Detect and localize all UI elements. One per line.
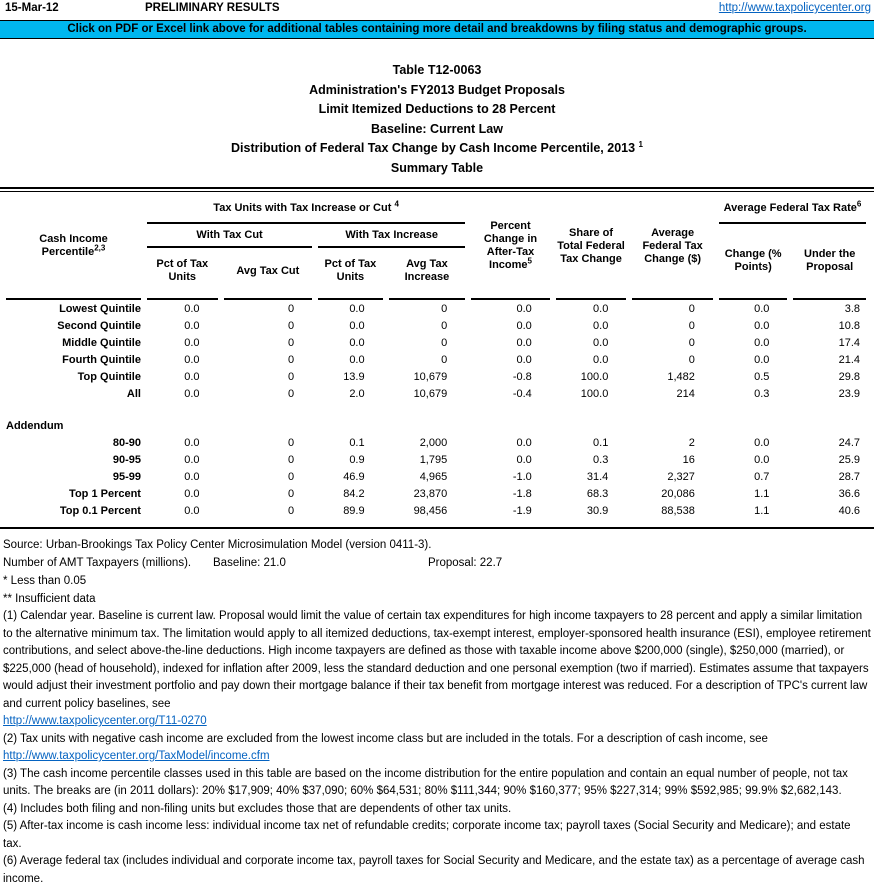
footnote-5: (5) After-tax income is cash income less: individual income tax net of refundable credits; corporate income tax; payroll taxes (Social Security and Medicare); and estate tax. [3,820,851,850]
table-cell: 1,795 [419,453,448,466]
table-cell: 0.0 [593,302,609,315]
addendum-label: Addendum [6,419,64,432]
insufficient-data-note: ** Insufficient data [3,593,96,605]
info-banner: Click on PDF or Excel link above for additional tables containing more detail and breakdowns by filing status and demographic groups. [0,20,874,39]
distribution-table [0,194,872,519]
table-cell: 0.0 [516,302,532,315]
row-label: Middle Quintile [62,336,141,349]
table-cell: 2.0 [349,387,365,400]
table-cell: 0.0 [349,319,365,332]
group-header-tax-units: Tax Units with Tax Increase or Cut $^4$ [147,194,465,224]
table-row [6,434,866,451]
table-cell: 1,482 [667,370,695,383]
table-cell: 0 [288,387,295,400]
table-cell: 10.8 [838,319,860,332]
table-row [6,451,866,468]
less-than-note: * Less than 0.05 [3,575,87,587]
table-row [6,502,866,519]
row-label: 95-99 [112,470,141,483]
title-summary: Summary Table [390,160,484,175]
table-cell: 0.0 [593,353,609,366]
table-header [6,194,866,300]
table-cell: 0.0 [184,436,200,449]
table-cell: 0.9 [349,453,365,466]
table-cell: 0.0 [754,353,770,366]
footnote-6: (6) Average federal tax (includes individual and corporate income tax, payroll taxes for Social Security and Medicare, and the estate tax) as a percentage of average cash income. [3,855,865,885]
table-cell: -0.4 [512,387,532,400]
col-header-rate-change-points: Change (% Points) [719,224,788,300]
col-header-rate-under-proposal: Under the Proposal [793,224,866,300]
addendum-rows [6,434,866,519]
table-cell: 0.0 [754,336,770,349]
row-label: Top Quintile [77,370,141,383]
footnote-1-link[interactable]: http://www.taxpolicycenter.org/T11-0270 [3,715,207,727]
table-cell: 0.0 [349,302,365,315]
table-cell: 0.0 [184,504,200,517]
table-cell: 0.3 [754,387,770,400]
table-cell: 13.9 [343,370,365,383]
table-cell: 0 [688,336,695,349]
table-cell: 2,000 [419,436,448,449]
table-cell: 0.0 [184,302,200,315]
table-cell: -1.8 [512,487,532,500]
col-header-share-total-federal-tax-change: Share of Total Federal Tax Change [556,194,627,300]
table-cell: 25.9 [838,453,860,466]
table-cell: 0.0 [754,302,770,315]
source-line: Source: Urban-Brookings Tax Policy Center Microsimulation Model (version 0411-3). [3,539,432,551]
table-cell: 0 [288,504,295,517]
table-cell: 31.4 [586,470,609,483]
table-cell: 0 [288,302,295,315]
table-cell: 0.0 [184,387,200,400]
spacer [6,402,866,417]
table-cell: 0 [288,470,295,483]
table-cell: 0 [441,302,448,315]
table-cell: 0 [288,336,295,349]
table-cell: 0.7 [754,470,770,483]
preliminary-results-label: PRELIMINARY RESULTS [145,2,280,14]
footer-notes [0,536,874,608]
footnote-2-link[interactable]: http://www.taxpolicycenter.org/TaxModel/income.cfm [3,750,270,762]
quintile-rows [6,300,866,402]
table-row [6,317,866,334]
top-bar [0,0,874,20]
table-cell: 0.3 [593,453,609,466]
report-date: 15-Mar-12 [5,2,59,14]
table-cell: 29.8 [838,370,860,383]
table-top-rule [0,187,874,192]
table-cell: 0 [441,353,448,366]
table-cell: 0.0 [593,319,609,332]
table-cell: 20,086 [661,487,695,500]
table-cell: 2 [688,436,695,449]
table-cell: 0.1 [349,436,365,449]
table-cell: 0 [688,319,695,332]
table-cell: 40.6 [838,504,860,517]
title-baseline: Baseline: Current Law [371,121,503,136]
table-cell: 0.0 [184,370,200,383]
table-cell: 0.5 [754,370,770,383]
table-cell: 0.0 [184,353,200,366]
table-cell: 100.0 [580,370,609,383]
table-cell: 36.6 [838,487,860,500]
table-cell: 0 [441,319,448,332]
col-header-pct-tax-units-cut: Pct of Tax Units [147,248,218,300]
table-cell: 2,327 [667,470,695,483]
amt-baseline-value: Baseline: 21.0 [213,557,286,569]
table-cell: 88,538 [661,504,695,517]
table-cell: 4,965 [419,470,448,483]
table-cell: 0.0 [516,353,532,366]
amt-proposal-value: Proposal: 22.7 [428,557,503,569]
table-cell: 10,679 [413,387,448,400]
row-label: Top 0.1 Percent [59,504,141,517]
col-header-average-federal-tax-change: Average Federal Tax Change ($) [632,194,713,300]
table-cell: 21.4 [838,353,860,366]
col-header-avg-tax-increase: Avg Tax Increase [389,248,466,300]
table-cell: 0 [288,453,295,466]
table-row [6,351,866,368]
table-row [6,334,866,351]
table-cell: 0.0 [516,453,532,466]
table-cell: 23.9 [838,387,860,400]
table-cell: 0 [288,353,295,366]
subgroup-header-with-tax-cut: With Tax Cut [147,224,312,248]
footnote-2: (2) Tax units with negative cash income are excluded from the lowest income class but are included in the totals. For a description of cash income, see [3,732,768,745]
table-cell: 24.7 [838,436,860,449]
row-label: 90-95 [112,453,141,466]
table-cell: 0.0 [593,336,609,349]
table-cell: 0.0 [349,336,365,349]
table-cell: 17.4 [838,336,860,349]
footnote-block [0,608,874,888]
table-cell: -0.8 [512,370,532,383]
table-cell: 68.3 [586,487,609,500]
table-cell: 46.9 [343,470,365,483]
table-cell: 0.0 [184,487,200,500]
table-cell: 28.7 [838,470,860,483]
title-limit: Limit Itemized Deductions to 28 Percent [318,102,556,116]
table-cell: 0.0 [184,319,200,332]
addendum-separator [6,402,866,434]
amt-label: Number of AMT Taxpayers (millions). [3,557,192,569]
row-label: Top 1 Percent [69,487,141,500]
table-cell: 89.9 [343,504,365,517]
footnote-4: (4) Includes both filing and non-filing units but excludes those that are dependents of other tax units. [3,802,512,815]
col-header-avg-tax-cut: Avg Tax Cut [224,248,313,300]
table-cell: 23,870 [413,487,448,500]
table-cell: 98,456 [413,504,448,517]
subgroup-header-with-tax-increase: With Tax Increase [318,224,465,248]
col-header-pct-tax-units-increase: Pct of Tax Units [318,248,382,300]
table-cell: 0 [441,336,448,349]
col-header-cash-income-percentile: Cash Income Percentile$^{2,3}$ [6,194,141,300]
table-cell: 30.9 [586,504,609,517]
table-cell: 16 [682,453,695,466]
amt-taxpayers-line [3,554,874,572]
table-bottom-rule [0,527,874,529]
table-row [6,468,866,485]
table-row [6,368,866,385]
table-cell: 0 [288,436,295,449]
table-cell: -1.9 [512,504,532,517]
table-cell: 0.0 [184,453,200,466]
table-cell: 214 [676,387,695,400]
table-cell: -1.0 [512,470,532,483]
table-cell: 3.8 [844,302,860,315]
table-cell: 0.0 [754,453,770,466]
table-cell: 0.0 [516,336,532,349]
footnote-3: (3) The cash income percentile classes used in this table are based on the income distribution for the entire population and contain an equal number of people, not tax units. The breaks are (in 2011 dollars): 20% $17,909; 40% $37,090; 60% $64,531; 80% $111,344; 90% $160,377; 95% $227,314; 99% $592,985; 99.9% $2,682,143. [3,767,848,797]
table-cell: 100.0 [580,387,609,400]
table-cell: 0 [288,370,295,383]
table-cell: 0.0 [184,470,200,483]
title-block [0,61,874,178]
title-distribution: Distribution of Federal Tax Change by Cash Income Percentile, 2013 $^1$ [231,139,643,155]
row-label: 80-90 [112,436,141,449]
table-cell: 0.0 [516,319,532,332]
table-cell: 0.0 [184,336,200,349]
table-cell: 0 [688,353,695,366]
table-cell: 1.1 [754,504,770,517]
table-cell: 0.0 [754,319,770,332]
table-cell: 0 [288,487,295,500]
title-footnote-ref: 1 [638,139,643,149]
table-row [6,385,866,402]
col-header-pct-change-after-tax-income: Percent Change in After-Tax Income$^5$ [471,194,550,300]
table-cell: 10,679 [413,370,448,383]
table-cell: 0.0 [516,436,532,449]
footnote-1: (1) Calendar year. Baseline is current law. Proposal would limit the value of certain tax expenditures for high income taxpayers to 28 percent and apply a similar limitation to the alternative minimum tax. The limitation would apply to all itemized deductions, tax-exempt interest, employer-sponsored health insurance (ESI), employee retirement contributions, and select above-the-line deductions. High income taxpayers are defined as those with taxable income above $200,000 (single), $250,000 (married), or $225,000 (head of household), indexed for inflation after 2009, less the standard deduction and one personal exemption (two if married). Estimates assume that taxpayers would adjust their investment portfolio and pay down their mortgage balance if their tax benefit from mortgage interest was reduced. For a description of TPC's current law and current policy baselines, see [3,610,871,710]
table-cell: 0.1 [593,436,609,449]
row-label: Lowest Quintile [59,302,141,315]
table-number-title: Table T12-0063 [392,63,482,77]
row-label: All [126,387,141,400]
table-cell: 0.0 [754,436,770,449]
table-row [6,300,866,317]
table-cell: 0 [288,319,295,332]
taxpolicycenter-link[interactable]: http://www.taxpolicycenter.org [718,2,871,14]
table-row [6,485,866,502]
title-proposals: Administration's FY2013 Budget Proposals [309,82,565,97]
row-label: Second Quintile [57,319,141,332]
table-cell: 1.1 [754,487,770,500]
table-cell: 0 [688,302,695,315]
group-header-average-federal-tax-rate: Average Federal Tax Rate$^6$ [719,194,866,224]
table-cell: 84.2 [343,487,365,500]
row-label: Fourth Quintile [62,353,141,366]
table-cell: 0.0 [349,353,365,366]
